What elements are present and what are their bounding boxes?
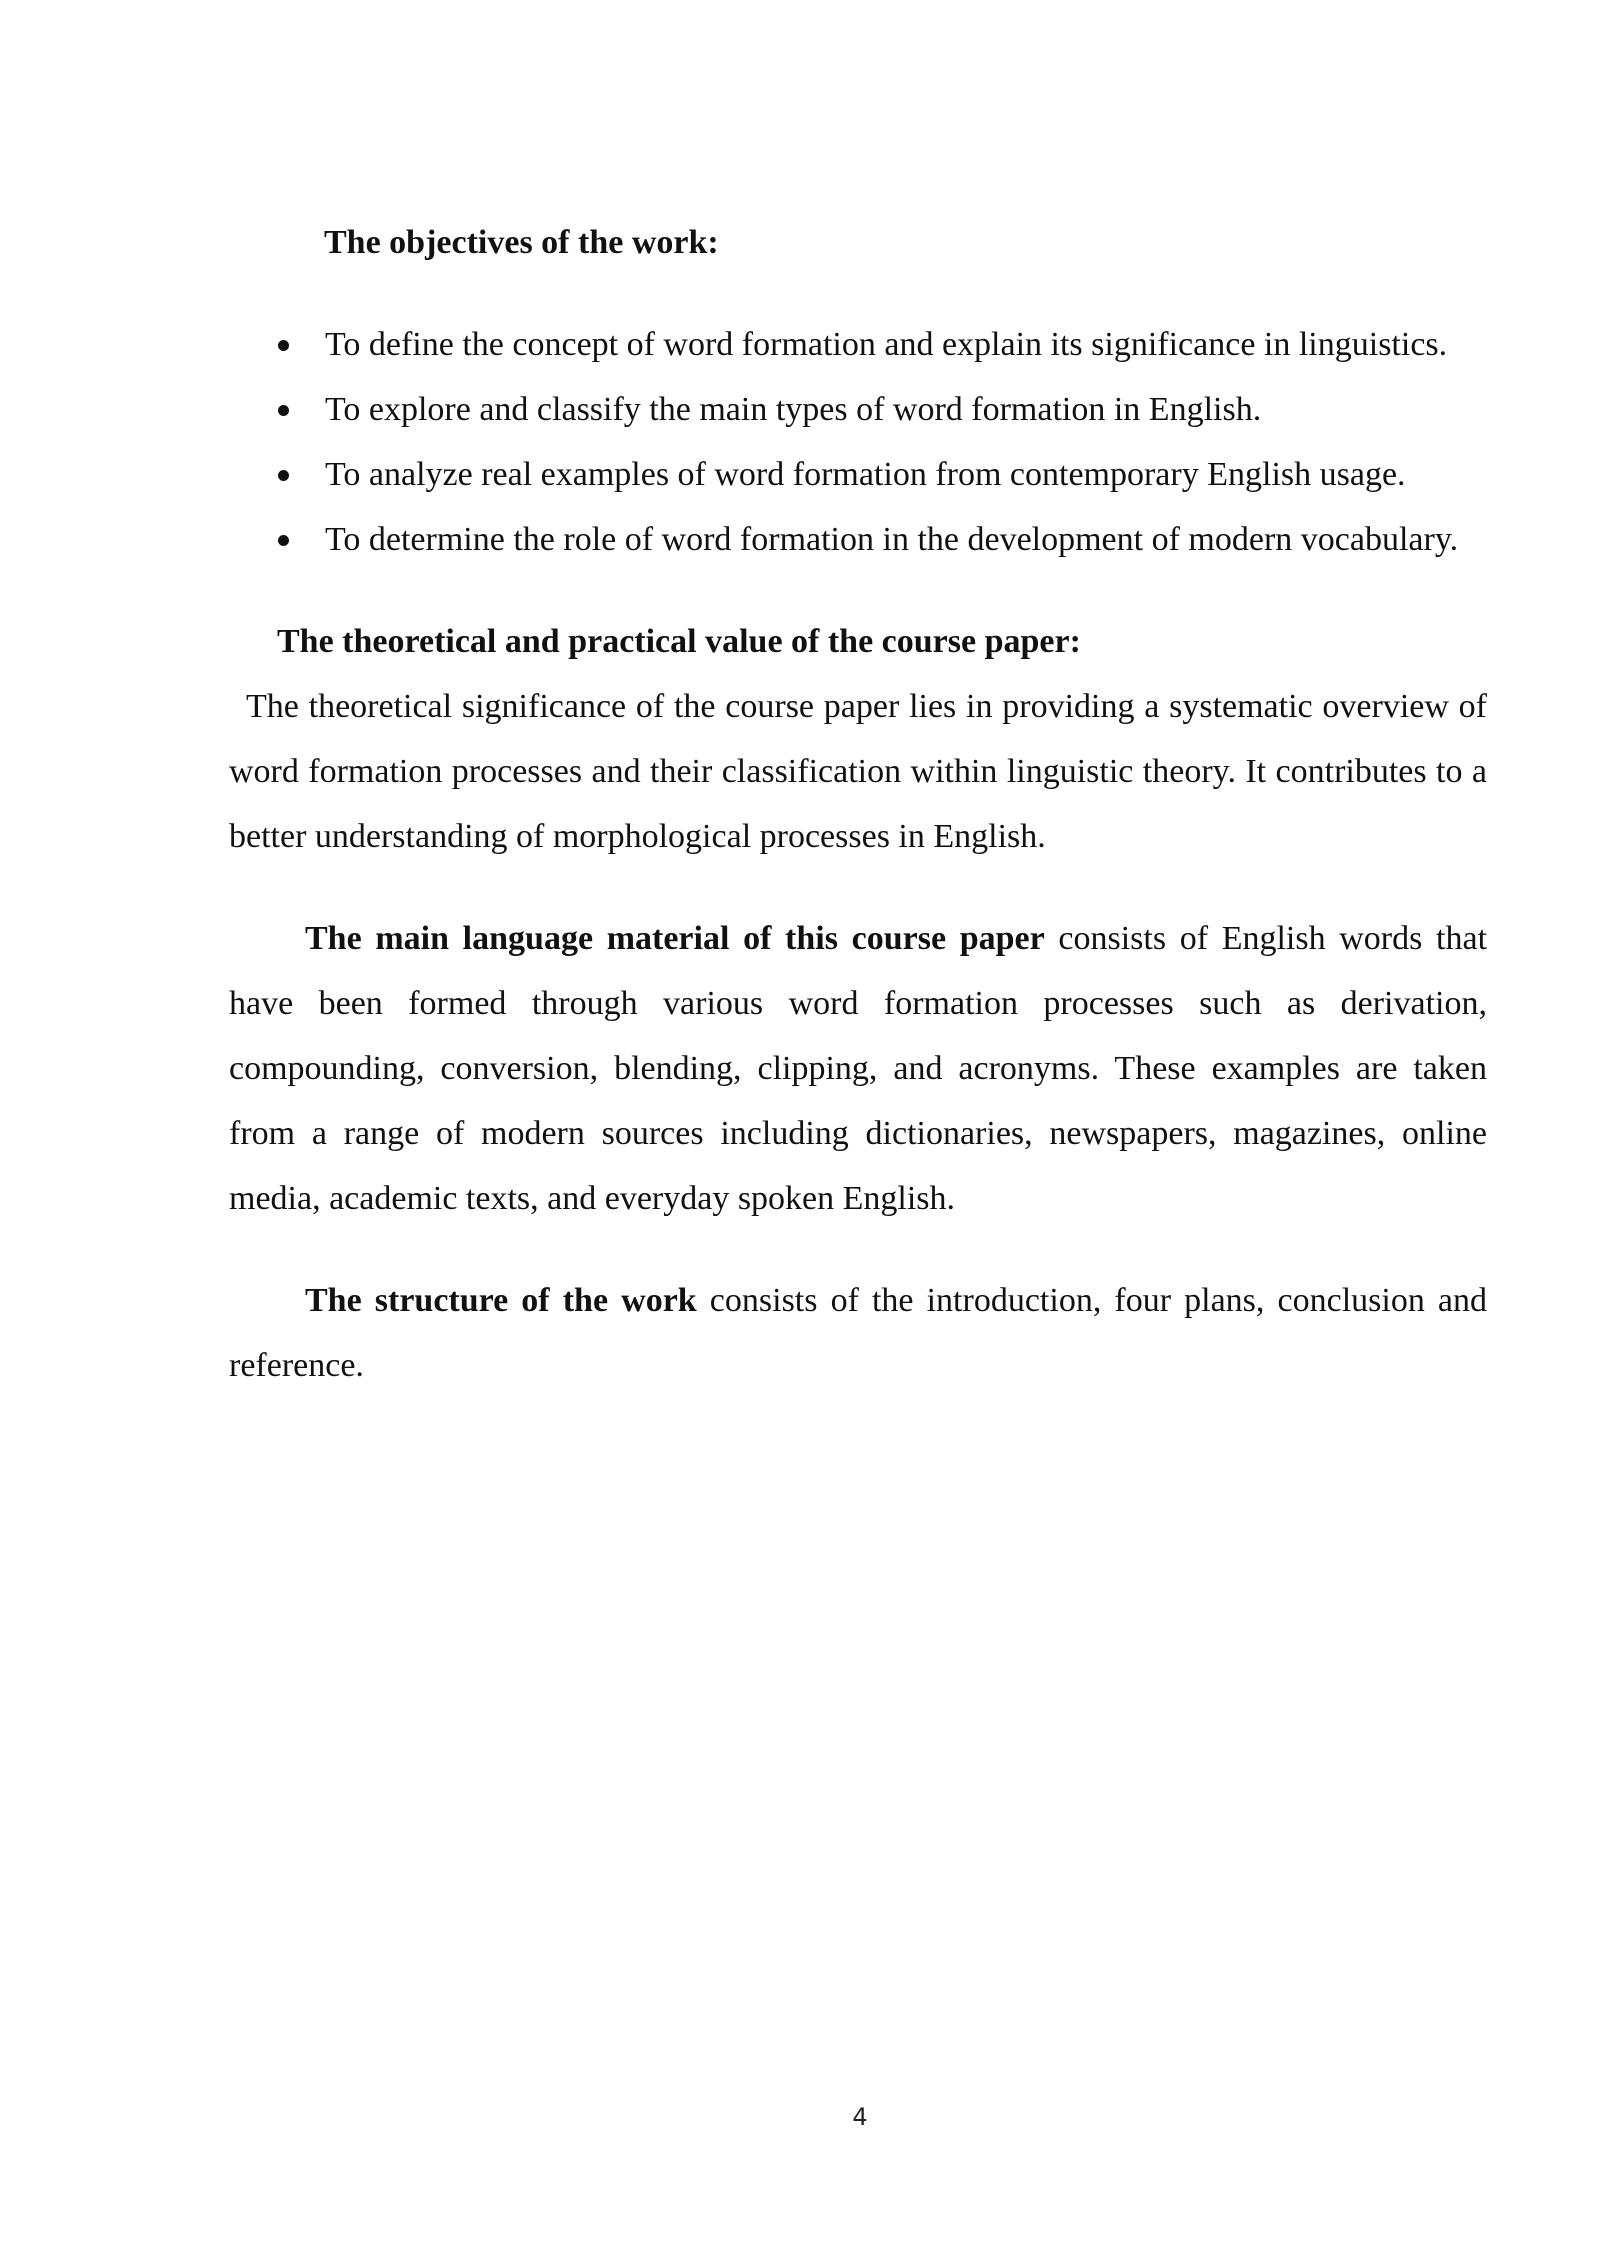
bullet-icon — [278, 405, 289, 416]
structure-text: consists of the introduction, four plans, conclusion and reference. — [229, 1282, 1487, 1384]
material-lead: The main language material of this course paper — [305, 920, 1045, 957]
objective-item — [229, 312, 1487, 377]
objective-text: To define the concept of word formation and explain its significance in linguistics. — [325, 326, 1448, 363]
bullet-icon — [278, 340, 289, 351]
page-content — [229, 210, 1487, 1398]
value-heading: The theoretical and practical value of the course paper: — [277, 623, 1081, 660]
material-text: consists of English words that have been formed through various word formation processes such as derivation, compounding, conversion, blending, clipping, and acronyms. These examples are taken from a range of modern sources including dictionaries, newspapers, magazines, online media, academic texts, and everyday spoken English. — [229, 920, 1488, 1217]
value-paragraph: The theoretical significance of the course paper lies in providing a systematic overview of word formation processes and their classification within linguistic theory. It contributes to a better understanding of morphological processes in English. — [229, 688, 1487, 855]
objective-text: To explore and classify the main types of word formation in English. — [325, 391, 1262, 428]
objective-text: To analyze real examples of word formation from contemporary English usage. — [325, 456, 1406, 493]
structure-paragraph — [229, 1268, 1487, 1398]
objective-item — [229, 442, 1487, 507]
objectives-heading: The objectives of the work: — [324, 224, 719, 261]
objective-item — [229, 507, 1487, 572]
bullet-icon — [278, 470, 289, 481]
objective-item — [229, 377, 1487, 442]
structure-lead: The structure of the work — [305, 1282, 697, 1319]
objectives-list — [229, 312, 1487, 572]
objective-text: To determine the role of word formation in the development of modern vocabulary. — [325, 521, 1459, 558]
material-paragraph — [229, 906, 1487, 1231]
bullet-icon — [278, 535, 289, 546]
page-number: 4 — [852, 2103, 868, 2131]
